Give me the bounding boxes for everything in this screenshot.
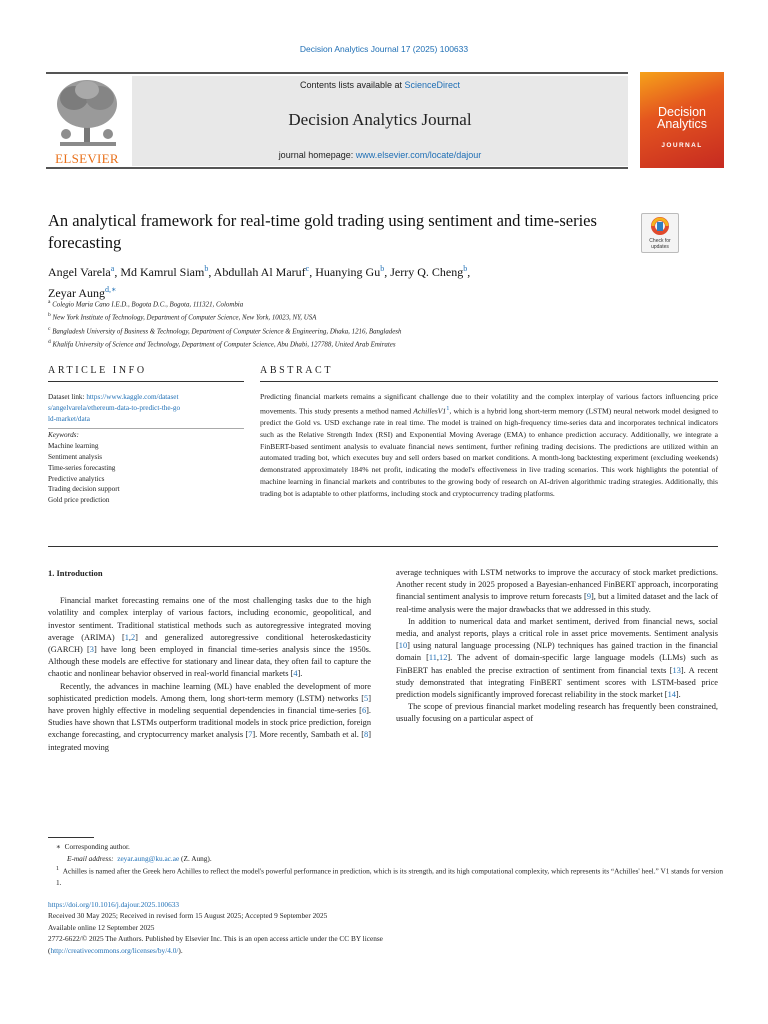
citation-link[interactable]: 11 [428,653,437,663]
keyword-item: Time-series forecasting [48,463,116,472]
journal-cover-image[interactable] [640,72,724,168]
dataset-link[interactable]: https://www.kaggle.com/dataset [86,393,179,401]
affiliation-item [48,324,728,337]
corresponding-author-note [48,841,728,853]
crossmark-label-line2: updates [651,243,669,250]
paragraph: average techniques with LSTM networks to improve the accuracy of stock market predictions. Another recent study in 2025 proposed a Bayesian-enhanced FinBERT approach, incorporating financial sentiment analysis to improve return forecasts [9], but a limited dataset and the lack of real-time analysis were the major drawbacks that we addressed in this study. [396,568,718,614]
keywords-title: Keywords: [48,431,79,440]
affiliation-item [48,297,728,310]
dataset-link-block [48,392,244,424]
dataset-link-continued[interactable]: s/angelvarela/ethereum-data-to-predict-the-go [48,403,181,412]
available-online: Available online 12 September 2025 [48,922,155,932]
citation-link[interactable]: 4 [293,669,298,679]
cover-subtitle: JOURNAL [661,142,703,149]
affiliation-mark: a [48,299,51,305]
email-link[interactable]: zeyar.aung@ku.ac.ae [117,853,180,863]
license-link[interactable]: http://creativecommons.org/licenses/by/4.0/ [50,945,179,955]
corresponding-text: Corresponding author. [64,842,130,851]
masthead-bottom-rule [46,167,628,169]
author-affiliation-mark[interactable]: b [380,264,385,273]
footnote-rule [48,837,94,838]
affiliation-list [48,297,728,350]
article-title: An analytical framework for real-time gold trading using sentiment and time-series forecasting [48,211,597,252]
license-link-line: (http://creativecommons.org/licenses/by/4.0/). [48,945,183,955]
masthead-center-panel [132,76,628,166]
affiliation-text: Bangladesh University of Business & Technology, Department of Computer Science & Engineering, Dhaka, 1216, Bangladesh [52,327,402,335]
keywords-divider [48,428,244,429]
article-info-heading: ARTICLE INFO [48,365,147,376]
check-for-updates-button[interactable] [641,213,679,253]
paragraph: The scope of previous financial market modeling research has frequently been constrained, usually focusing on a particular aspect of [396,702,718,724]
keyword-item: Predictive analytics [48,474,105,483]
crossmark-icon [642,214,678,238]
author-name[interactable]: Jerry Q. Cheng [390,265,464,279]
citation-link[interactable]: 7 [248,730,253,740]
affiliation-mark: c [48,325,51,332]
footnotes [48,841,728,889]
paragraph: In addition to numerical data and market sentiment, derived from financial news, social media, and analyst reports, plays a critical role in asset price movements. Sentiment analysis [10] using natural language processing (NLP) techniques has gained traction in the financial domain [11,12]. The advent of domain-specific large language models (LLMs) such as FinBERT has enabled the precise extraction of sentiment from financial texts [13]. A recent study demonstrated that integrating FinBERT sentiment scores with LSTM-based price prediction models significantly improved forecast reliability in the stock market [14]. [396,616,718,700]
method-name: AchillesV1 [413,406,447,416]
affiliation-mark: b [48,312,51,319]
masthead-top-rule [46,72,628,74]
cover-title-line1: Decision [658,105,706,119]
article-info-rule [48,381,244,382]
author-name[interactable]: Angel Varela [48,265,111,279]
journal-masthead [46,72,724,168]
article-history: Received 30 May 2025; Received in revised form 15 August 2025; Accepted 9 September 2025 [48,911,328,921]
crossmark-label-line1: Check for [649,238,671,244]
paragraph: Financial market forecasting remains one of the most challenging tasks due to the high volatility and complex interplay of various factors, including economic, geopolitical, and investor sentiment. Traditional statistical methods such as autoregressive integrated moving average (ARIMA) [1,2] and generalized autoregressive conditional heteroskedasticity (GARCH) [3] have long been employed in financial time-series analysis since the 1950s. Although these models are effective for stationary and linear data, they often fail to capture the chaotic and nonlinear behavior observed in real-world financial markets [4]. [48,596,372,679]
section-heading-introduction: 1. Introduction [48,568,103,578]
abstract-text [260,391,718,499]
author-name[interactable]: Zeyar Aung [48,286,105,300]
journal-reference-link[interactable]: Decision Analytics Journal 17 (2025) 100633 [299,44,469,54]
citation-link[interactable]: 9 [586,592,591,602]
keyword-item: Sentiment analysis [48,452,103,461]
email-label: E-mail address: [67,853,114,863]
publisher-logo-text: ELSEVIER [55,151,119,166]
journal-title: Decision Analytics Journal [288,110,472,129]
crossmark-label [642,239,678,250]
affiliation-text: Colegio Maria Cano I.E.D., Bogota D.C., Bogota, 111321, Colombia [52,301,244,309]
keyword-item: Trading decision support [48,485,120,494]
article-info-panel [48,392,244,506]
affiliation-text: New York Institute of Technology, Department of Computer Science, New York, 10023, NY, USA [52,314,317,322]
paragraph: Recently, the advances in machine learning (ML) have enabled the development of more sophisticated prediction models. Among them, long short-term memory (LSTM) networks [5] have proven highly effective in modeling sequential dependencies in financial time-series [6]. Studies have shown that LSTMs outperform traditional models in stock price prediction, foreign exchange forecasting, and cryptocurrency market analysis [7]. More recently, Sambath et al. [8] integrated moving [48,681,371,752]
citation-link[interactable]: 5 [364,693,369,703]
keyword-item: Gold price prediction [48,496,110,505]
citation-link[interactable]: 13 [672,665,681,675]
citation-link[interactable]: 8 [364,730,369,740]
citation-link[interactable]: 1 [124,632,129,642]
doi-link[interactable]: https://doi.org/10.1016/j.dajour.2025.100633 [48,900,180,909]
citation-link[interactable]: 12 [439,653,448,663]
author-affiliation-mark[interactable]: d,∗ [104,285,117,294]
abstract-part: , which is a hybrid long short-term memory (LSTM) neural network model designed to predict the Gold vs. USD exchange rate in real time. The model is trained on high-frequency time-series data and incorporates technical indicators such as the Relative Strength Index (RSI) and Exponential Moving Average (EMA) to enhance prediction accuracy. Additionally, we integrate a FinBERT-based sentiment analysis to evaluate financial news sentiment, further refining trading decisions. The predictions are utilized within an automated trading bot, which executes buy and sell orders based on market conditions. A month-long backtesting experiment (excluding weekends) demonstrated approximately 184% net profit, indicating the model's effectiveness in live trading scenarios. This work highlights the potential of machine learning in financial markets and contributes to the growing body of research on AI-driven algorithmic trading strategies. Additionally, this trading bot is adaptable to other platforms, including stock and cryptocurrency trading platforms. [260,406,718,498]
citation-link[interactable]: 10 [398,641,408,651]
email-suffix: (Z. Aung). [179,853,212,863]
author-affiliation-mark[interactable]: c [305,264,310,273]
author-affiliation-mark[interactable]: a [110,264,115,273]
footnote-ref[interactable]: 1 [446,404,450,412]
journal-homepage-link[interactable]: www.elsevier.com/locate/dajour [355,150,482,160]
email-note [48,853,728,865]
affiliation-item [48,337,728,350]
publication-info [48,899,728,956]
abstract-bottom-rule [48,546,718,547]
sciencedirect-link[interactable]: ScienceDirect [404,80,461,90]
dataset-label: Dataset link: [48,393,87,401]
footnote-mark: 1 [56,866,60,873]
contents-prefix: Contents lists available at [299,80,405,90]
author-name[interactable]: Md Kamrul Siam [120,265,205,279]
affiliation-text: Khalifa University of Science and Technology, Department of Computer Science, Abu Dhabi, 127788, United Arab Emirates [52,341,396,349]
body-right-column [396,567,718,726]
footnote-mark: ∗ [56,842,61,851]
abstract-heading: ABSTRACT [260,365,334,376]
footnote-1 [48,864,728,889]
author-name[interactable]: Huanying Gu [315,265,381,279]
author-list: Angel Varela$^a$, Md Kamrul Siam$^b$, Abdullah Al Maruf$^c$, Huanying Gu$^b$, Jerry Q. Cheng$^b$, Zeyar Aung$^{d,∗}$ [48,264,471,300]
footnote-text: Achilles is named after the Greek hero Achilles to reflect the model's powerful performance in prediction, which is its strength, and its high computational complexity, which represents its “Achilles' heel.” V1 stands for version 1. [56,866,724,888]
cover-title-line2: Analytics [656,117,708,131]
citation-link[interactable]: 3 [89,645,94,655]
cover-title [640,106,724,130]
author-affiliation-mark[interactable]: b [204,264,209,273]
citation-link[interactable]: 2 [131,632,136,642]
abstract-rule [260,381,718,382]
contents-available-line [132,80,628,90]
license-statement: 2772-6622/© 2025 The Authors. Published by Elsevier Inc. This is an open access article under the CC BY license [48,934,383,944]
journal-homepage-line [132,150,628,160]
citation-link[interactable]: 6 [361,706,367,716]
keyword-item: Machine learning [48,442,99,451]
abstract-part: Predicting financial markets remains a significant challenge due to their volatility and the complex interplay of various factors influencing price movements. This study presents a method named [260,392,718,416]
affiliation-item [48,310,728,323]
author-name[interactable]: Abdullah Al Maruf [213,265,306,279]
body-left-column [48,567,371,754]
homepage-prefix: journal homepage: [278,150,356,160]
dataset-link-continued[interactable]: ld-market/data [48,414,90,423]
affiliation-mark: d [48,338,51,345]
citation-link[interactable]: 14 [667,690,676,700]
author-affiliation-mark[interactable]: b [463,264,468,273]
